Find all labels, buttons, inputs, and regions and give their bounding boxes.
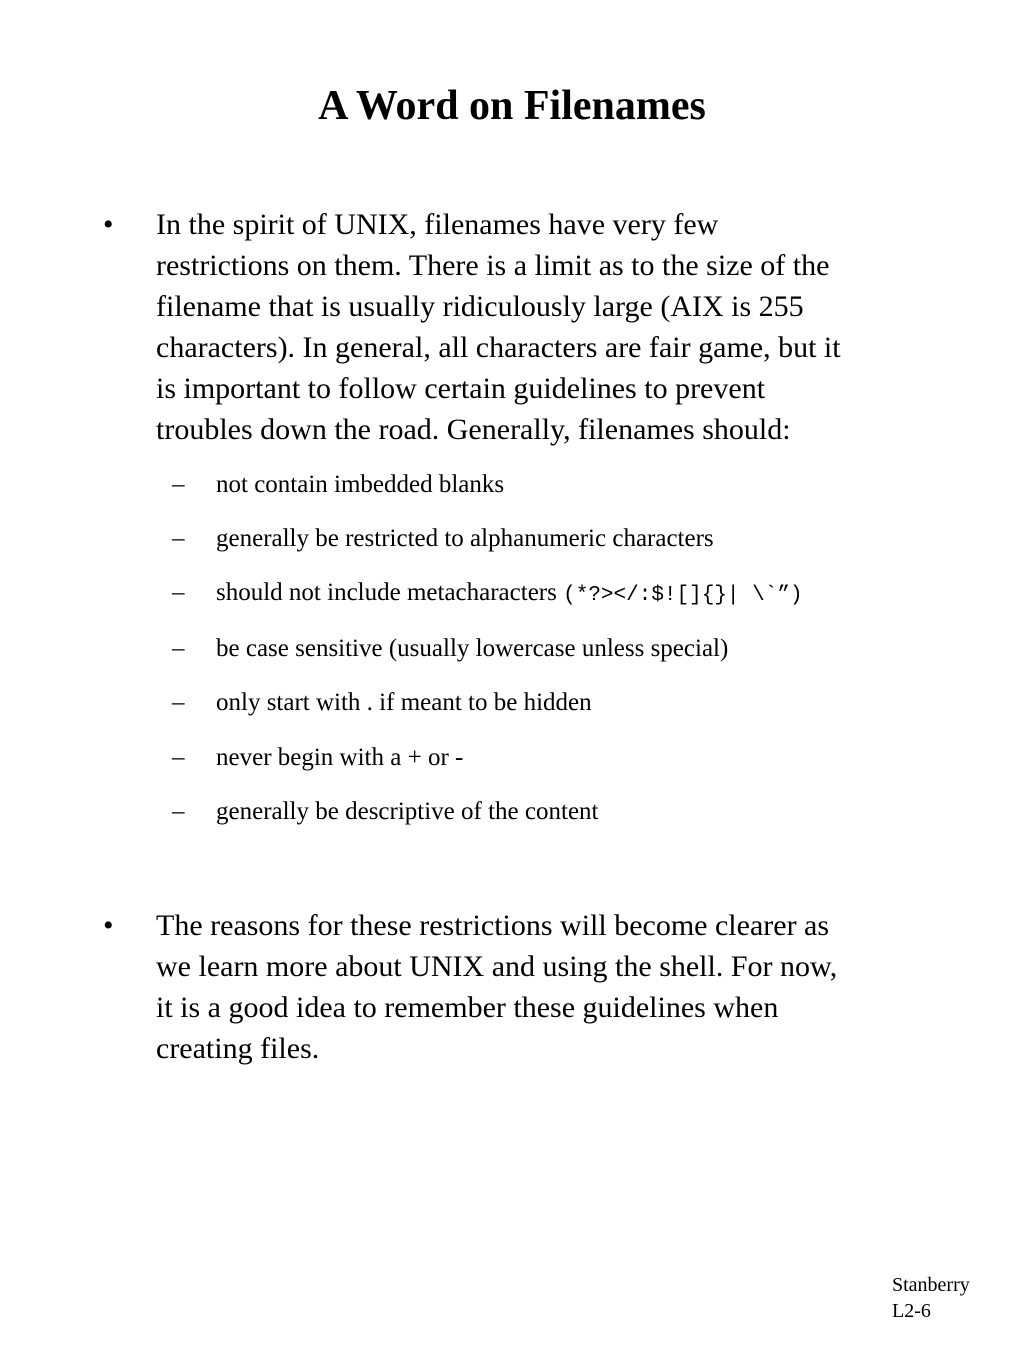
footer — [892, 1272, 970, 1324]
sub-marker: – — [172, 798, 185, 825]
sub-item — [0, 575, 1024, 615]
bullet-text — [156, 905, 976, 1069]
bullet-line: troubles down the road. Generally, filenames should: — [156, 413, 791, 446]
sub-item — [0, 794, 1024, 834]
sub-item-text: should not include metacharacters — [216, 579, 557, 606]
sub-item — [0, 631, 1024, 671]
bullet-line: The reasons for these restrictions will become clearer as — [156, 909, 830, 942]
bullet-line: In the spirit of UNIX, filenames have very few — [156, 208, 719, 241]
sub-item — [0, 740, 1024, 780]
sub-marker: – — [172, 579, 185, 606]
sub-marker: – — [172, 635, 185, 662]
sub-item-text-wrap — [216, 575, 803, 614]
footer-slide-id: L2-6 — [892, 1300, 931, 1322]
sub-item-text: generally be restricted to alphanumeric characters — [216, 525, 714, 552]
sub-item — [0, 521, 1024, 561]
bullet-line: characters). In general, all characters are fair game, but it — [156, 331, 841, 364]
sub-item-text: only start with . if meant to be hidden — [216, 689, 592, 716]
sub-item — [0, 467, 1024, 507]
bullet-marker: • — [103, 208, 114, 241]
bullet-line: filename that is usually ridiculously large (AIX is 255 — [156, 290, 804, 323]
sub-marker: – — [172, 471, 185, 498]
sub-item-text: not contain imbedded blanks — [216, 471, 505, 498]
bullet-line: it is a good idea to remember these guidelines when — [156, 991, 779, 1024]
sub-item-text: never begin with a + or - — [216, 744, 464, 771]
bullet-line: creating files. — [156, 1032, 320, 1065]
sub-marker: – — [172, 525, 185, 552]
metacharacters-text: (*?></:$![]{}| \`”) — [563, 584, 803, 607]
sub-item-text: generally be descriptive of the content — [216, 798, 599, 825]
sub-marker: – — [172, 744, 185, 771]
bullet-line: restrictions on them. There is a limit as to the size of the — [156, 249, 830, 282]
bullet-marker: • — [103, 909, 114, 942]
footer-author: Stanberry — [892, 1274, 970, 1296]
sub-item — [0, 685, 1024, 725]
bullet-line: is important to follow certain guidelines to prevent — [156, 372, 766, 405]
sub-item-text: be case sensitive (usually lowercase unless special) — [216, 635, 729, 662]
page-title: A Word on Filenames — [318, 83, 706, 129]
bullet-line: we learn more about UNIX and using the shell. For now, — [156, 950, 838, 983]
bullet-text — [156, 204, 976, 450]
sub-marker: – — [172, 689, 185, 716]
